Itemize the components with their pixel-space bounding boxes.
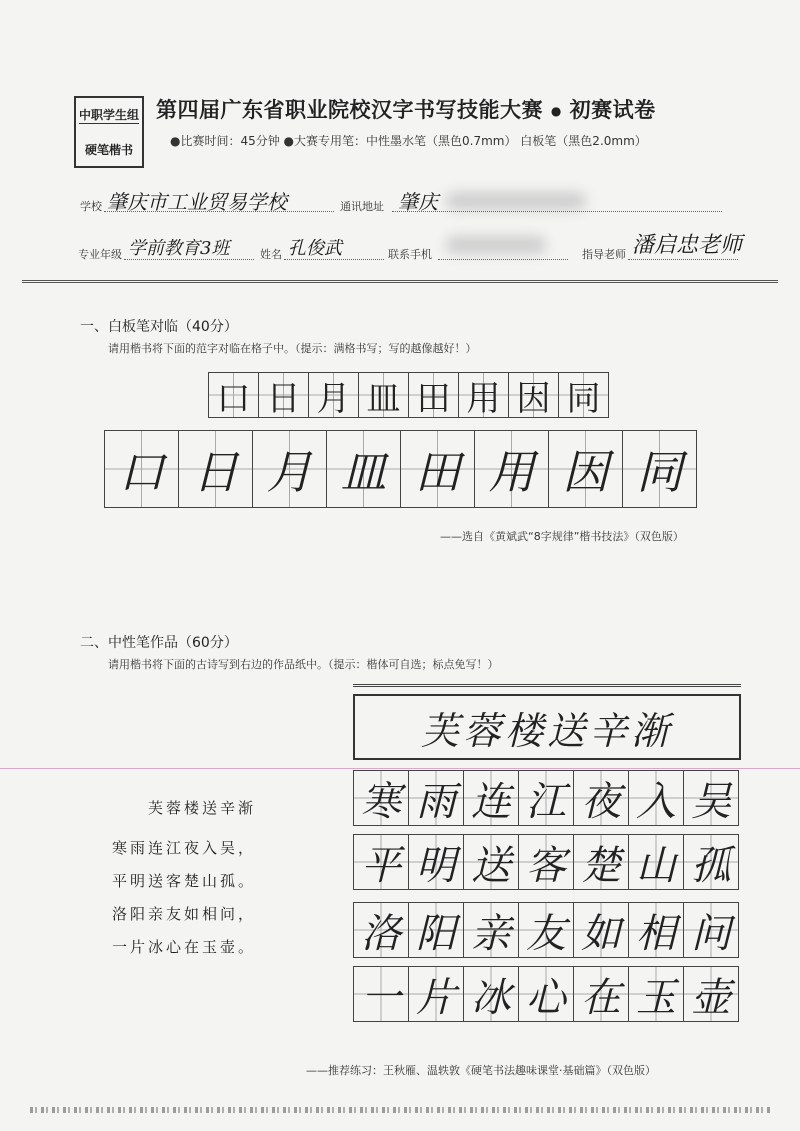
- header-divider: [22, 280, 778, 283]
- paper-cell[interactable]: 友: [519, 903, 574, 957]
- teacher-underline: [628, 258, 738, 260]
- paper-cell[interactable]: 相: [629, 903, 684, 957]
- paper-cell[interactable]: 夜: [574, 771, 629, 825]
- paper-title-box[interactable]: 芙蓉楼送辛渐: [353, 694, 741, 760]
- major-underline: [124, 258, 254, 260]
- paper-cell[interactable]: 亲: [464, 903, 519, 957]
- paper-cell[interactable]: 客: [519, 835, 574, 889]
- exam-rules: ●比赛时间：45分钟 ●大赛专用笔：中性墨水笔（黑色0.7mm） 白板笔（黑色2.0mm）: [170, 134, 647, 148]
- paper-cell[interactable]: 洛: [354, 903, 409, 957]
- paper-cell[interactable]: 明: [409, 835, 464, 889]
- scan-artifact: [30, 1107, 770, 1113]
- model-char: 田: [409, 373, 459, 417]
- phone-label: 联系手机: [388, 248, 432, 261]
- paper-cell[interactable]: 寒: [354, 771, 409, 825]
- paper-cell[interactable]: 雨: [409, 771, 464, 825]
- address-underline: [392, 210, 722, 212]
- model-char: 因: [509, 373, 559, 417]
- paper-top-border: [353, 684, 741, 687]
- section2-instruction: 请用楷书将下面的古诗写到右边的作品纸中。（提示：楷体可自选；标点免写！）: [108, 658, 499, 671]
- group-badge: [74, 96, 144, 168]
- poem-line: 寒雨连江夜入吴，: [112, 839, 257, 857]
- section1-instruction: 请用楷书将下面的范字对临在格子中。（提示：满格书写；写的越像越好！）: [108, 342, 477, 355]
- paper-line-2: [353, 834, 739, 890]
- teacher-field[interactable]: 潘启忠老师: [632, 233, 743, 258]
- badge-group: 中职学生组: [78, 108, 139, 123]
- school-underline: [104, 210, 334, 212]
- paper-cell[interactable]: 孤: [684, 835, 738, 889]
- title-mark: ●: [550, 104, 562, 118]
- practice-cell[interactable]: 用: [475, 431, 549, 507]
- practice-cell[interactable]: 日: [179, 431, 253, 507]
- paper-cell[interactable]: 平: [354, 835, 409, 889]
- badge-script: 硬笔楷书: [84, 142, 133, 157]
- model-char: 用: [459, 373, 509, 417]
- paper-cell[interactable]: 心: [519, 967, 574, 1021]
- paper-line-4: [353, 966, 739, 1022]
- model-char-row: [208, 372, 609, 418]
- page-title: [156, 94, 656, 124]
- practice-cell[interactable]: 田: [401, 431, 475, 507]
- paper-cell[interactable]: 冰: [464, 967, 519, 1021]
- section2-credit: ——推荐练习：王秋雁、温轶敦《硬笔书法趣味课堂·基础篇》（双色版）: [306, 1064, 656, 1077]
- practice-cell[interactable]: 因: [549, 431, 623, 507]
- title-main: 第四届广东省职业院校汉字书写技能大赛: [156, 98, 543, 122]
- paper-cell[interactable]: 一: [354, 967, 409, 1021]
- section1-heading: 一、白板笔对临（40分）: [80, 319, 238, 335]
- paper-cell[interactable]: 玉: [629, 967, 684, 1021]
- paper-cell[interactable]: 连: [464, 771, 519, 825]
- major-field[interactable]: 学前教育3班: [128, 238, 230, 259]
- poem-text: [112, 832, 256, 964]
- title-suffix: 初赛试卷: [569, 98, 656, 122]
- poem-line: 一片冰心在玉壶。: [112, 938, 257, 956]
- phone-underline: [438, 258, 568, 260]
- practice-grid-row: [104, 430, 697, 508]
- phone-redaction: [446, 236, 546, 254]
- section2-heading: 二、中性笔作品（60分）: [80, 635, 238, 651]
- address-redaction: [446, 192, 586, 210]
- major-label: 专业年级: [78, 248, 122, 261]
- paper-cell[interactable]: 江: [519, 771, 574, 825]
- paper-cell[interactable]: 入: [629, 771, 684, 825]
- name-field[interactable]: 孔俊武: [288, 238, 342, 259]
- school-label: 学校: [80, 200, 102, 213]
- paper-cell[interactable]: 山: [629, 835, 684, 889]
- paper-cell[interactable]: 吴: [684, 771, 738, 825]
- model-char: 日: [259, 373, 309, 417]
- model-char: 皿: [359, 373, 409, 417]
- address-field[interactable]: 肇庆: [398, 190, 438, 214]
- paper-cell[interactable]: 送: [464, 835, 519, 889]
- practice-cell[interactable]: 皿: [327, 431, 401, 507]
- section1-credit: ——选自《黄斌武“8字规律”楷书技法》（双色版）: [440, 530, 684, 543]
- poem-line: 洛阳亲友如相问，: [112, 905, 257, 923]
- practice-cell[interactable]: 月: [253, 431, 327, 507]
- poem-title: 芙蓉楼送辛渐: [148, 799, 257, 817]
- model-char: 月: [309, 373, 359, 417]
- practice-cell[interactable]: 同: [623, 431, 696, 507]
- address-label: 通讯地址: [340, 200, 384, 213]
- paper-cell[interactable]: 楚: [574, 835, 629, 889]
- paper-line-1: [353, 770, 739, 826]
- paper-cell[interactable]: 阳: [409, 903, 464, 957]
- paper-line-3: [353, 902, 739, 958]
- model-char: 同: [559, 373, 608, 417]
- paper-cell[interactable]: 如: [574, 903, 629, 957]
- poem-line: 平明送客楚山孤。: [112, 872, 257, 890]
- paper-cell[interactable]: 片: [409, 967, 464, 1021]
- model-char: 口: [209, 373, 259, 417]
- school-field[interactable]: 肇庆市工业贸易学校: [107, 190, 287, 214]
- practice-cell[interactable]: 口: [105, 431, 179, 507]
- name-label: 姓名: [260, 248, 282, 261]
- paper-cell[interactable]: 在: [574, 967, 629, 1021]
- paper-cell[interactable]: 问: [684, 903, 738, 957]
- teacher-label: 指导老师: [582, 248, 626, 261]
- name-underline: [284, 258, 384, 260]
- paper-cell[interactable]: 壶: [684, 967, 738, 1021]
